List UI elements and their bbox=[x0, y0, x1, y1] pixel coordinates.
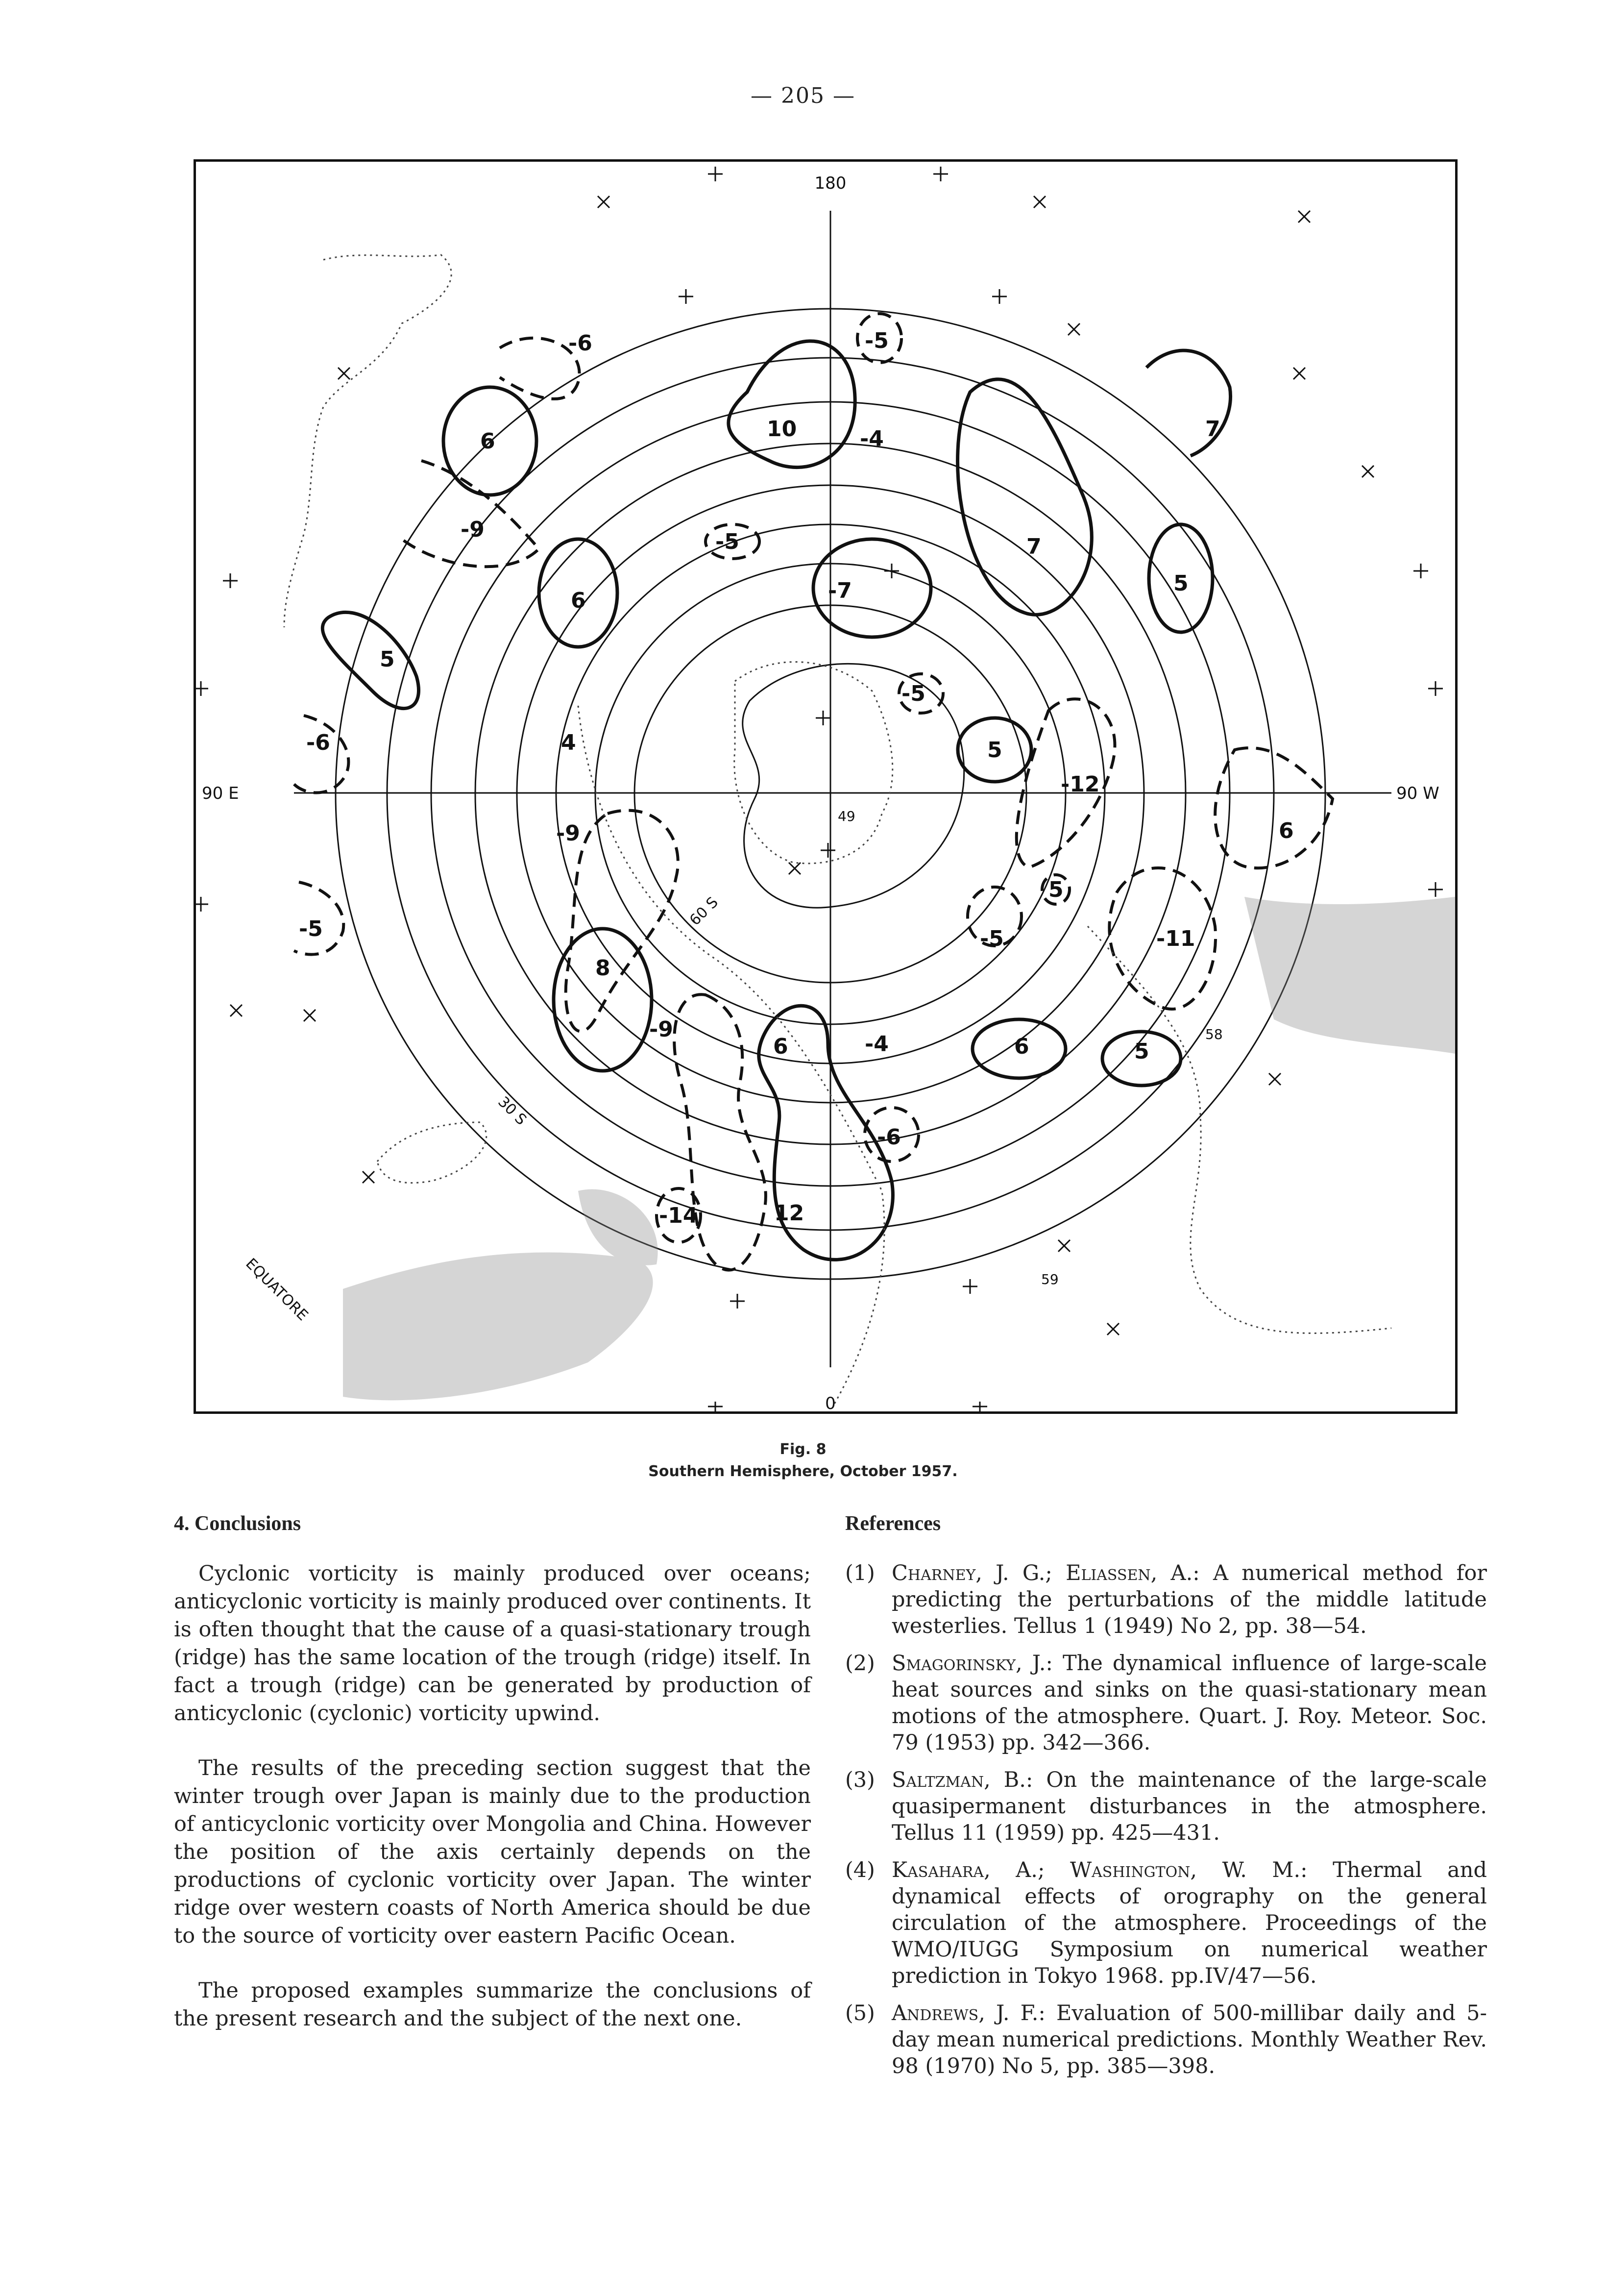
center-value: -4 bbox=[865, 1032, 889, 1057]
figure-map bbox=[194, 159, 1458, 1414]
center-value: 10 bbox=[767, 417, 797, 442]
center-value: 6 bbox=[571, 588, 586, 613]
conclusions-heading: 4. Conclusions bbox=[174, 1512, 301, 1535]
center-value: 6 bbox=[1014, 1034, 1029, 1059]
center-value: -4 bbox=[860, 426, 884, 451]
center-value: 6 bbox=[773, 1034, 788, 1059]
center-value: -9 bbox=[461, 517, 485, 542]
reference-text: The dynamical influence of large-scale heat sources and sinks on the quasi-stationary mean motions of the atmosphere. Quart. J. Roy. Meteor. Soc. 79 (1953) pp. 342—366. bbox=[892, 1651, 1487, 1755]
center-value: -5 bbox=[865, 328, 889, 353]
center-value: -7 bbox=[828, 578, 852, 603]
center-value: -5 bbox=[299, 916, 323, 941]
label-station59: 59 bbox=[1041, 1271, 1059, 1287]
label-station58: 58 bbox=[1205, 1026, 1223, 1042]
center-value: -6 bbox=[877, 1125, 901, 1150]
center-value: -14 bbox=[659, 1203, 698, 1228]
contour-inner bbox=[743, 664, 964, 908]
conclusions-paragraph: The proposed examples summarize the conclusions of the present research and the subject of the next one. bbox=[174, 1978, 811, 2031]
figure-caption-label: Fig. 8 bbox=[779, 1441, 827, 1458]
coastline-1 bbox=[284, 255, 451, 627]
reference-authors: Charney, J. G.; Eliassen, A.: bbox=[892, 1561, 1200, 1585]
reference-text: On the maintenance of the large-scale quasipermanent disturbances in the atmosphere. Tellus 11 (1959) pp. 425—431. bbox=[892, 1768, 1487, 1845]
center-value: 8 bbox=[595, 956, 610, 981]
conclusions-paragraph: Cyclonic vorticity is mainly produced over oceans; anticyclonic vorticity is mainly produced over continents. It is often thought that the cause of a quasi-stationary trough (ridge) has the same location of the trough (ridge) itself. In fact a trough (ridge) can be generated by production of anticyclonic (cyclonic) vorticity upwind. bbox=[174, 1561, 811, 1726]
reference-authors: Smagorinsky, J.: bbox=[892, 1651, 1053, 1676]
reference-item bbox=[845, 1650, 1487, 1756]
reference-text: Evaluation of 500-millibar daily and 5-day mean numerical predictions. Monthly Weather Rev. 98 (1970) No 5, pp. 385—398. bbox=[892, 2001, 1487, 2078]
reference-authors: Kasahara, A.; Washington, W. M.: bbox=[892, 1858, 1308, 1882]
label-lat60: 60 S bbox=[686, 893, 722, 929]
label-180: 180 bbox=[814, 173, 847, 193]
reference-authors: Saltzman, B.: bbox=[892, 1768, 1033, 1792]
label-lat30: 30 S bbox=[494, 1093, 530, 1129]
center-value: -12 bbox=[1061, 772, 1100, 797]
center-value: -6 bbox=[306, 730, 330, 755]
label-pole: 49 bbox=[838, 808, 855, 824]
label-equator: EQUATORE bbox=[242, 1255, 312, 1324]
label-90e: 90 E bbox=[202, 784, 239, 803]
center-value: -6 bbox=[568, 331, 592, 356]
center-solid-3 bbox=[958, 379, 1092, 615]
center-value: -5 bbox=[980, 926, 1004, 951]
center-value: 5 bbox=[380, 647, 395, 672]
coastline-antarctica bbox=[734, 662, 893, 864]
reference-number: (4) bbox=[845, 1858, 875, 1882]
reference-number: (3) bbox=[845, 1768, 875, 1792]
conclusions-section bbox=[174, 1512, 811, 2060]
stipple-south-america bbox=[1244, 897, 1455, 1054]
center-value: 5 bbox=[987, 738, 1002, 763]
conclusions-paragraph: The results of the preceding section suggest that the winter trough over Japan is mainly due to the production of anticyclonic vorticity over Mongolia and China. However the position of the axis certainly depends on the productions of cyclonic vorticity over Japan. The winter ridge over western coasts of North America should be due to the source of vorticity over eastern Pacific Ocean. bbox=[174, 1756, 811, 1948]
center-value: -5 bbox=[715, 529, 739, 554]
center-value: -5 bbox=[901, 681, 925, 706]
reference-item bbox=[845, 1857, 1487, 1989]
reference-number: (1) bbox=[845, 1561, 875, 1585]
center-dashed-3 bbox=[402, 461, 539, 567]
reference-text: Thermal and dynamical effects of orography on the general circulation of the atmosphere. Proceedings of the WMO/IUGG Symposium on numerical weather prediction in Tokyo 1968. pp.IV/47—56. bbox=[892, 1858, 1487, 1988]
center-dashed-9 bbox=[566, 811, 678, 1032]
reference-authors: Andrews, J. F.: bbox=[892, 2001, 1046, 2025]
label-0: 0 bbox=[825, 1394, 836, 1411]
center-value: -9 bbox=[556, 821, 580, 846]
center-value: 5 bbox=[1134, 1039, 1149, 1064]
center-value: 7 bbox=[1026, 534, 1042, 559]
center-value: 5 bbox=[1173, 571, 1189, 596]
figure-caption-title: Southern Hemisphere, October 1957. bbox=[648, 1463, 958, 1480]
center-value: 5 bbox=[1048, 877, 1064, 902]
center-solid-6 bbox=[322, 612, 418, 708]
reference-number: (5) bbox=[845, 2001, 875, 2025]
stipple-australia bbox=[343, 1252, 653, 1400]
center-value: -11 bbox=[1156, 926, 1195, 951]
center-value: 7 bbox=[1205, 417, 1220, 442]
reference-item bbox=[845, 2000, 1487, 2079]
reference-text: A numerical method for predicting the perturbations of the middle latitude westerlies. Tellus 1 (1949) No 2, pp. 38—54. bbox=[892, 1561, 1487, 1638]
center-value: 4 bbox=[561, 730, 576, 755]
stipple-island bbox=[578, 1189, 658, 1265]
polar-map-svg bbox=[196, 162, 1455, 1411]
center-value: 12 bbox=[774, 1201, 804, 1226]
references-list bbox=[845, 1560, 1487, 2079]
center-dashed-14 bbox=[674, 994, 766, 1270]
center-value: 6 bbox=[480, 429, 495, 454]
center-dashed-1 bbox=[500, 338, 580, 399]
reference-item bbox=[845, 1560, 1487, 1639]
reference-item bbox=[845, 1767, 1487, 1846]
coastline-4 bbox=[377, 1122, 487, 1183]
references-heading: References bbox=[845, 1512, 941, 1535]
page-number: — 205 — bbox=[751, 83, 855, 108]
center-value: -9 bbox=[649, 1017, 673, 1042]
references-section bbox=[845, 1512, 1487, 2090]
reference-number: (2) bbox=[845, 1651, 875, 1676]
label-90w: 90 W bbox=[1396, 784, 1439, 803]
grid-crosses bbox=[196, 167, 1443, 1411]
center-value: 6 bbox=[1279, 818, 1294, 843]
